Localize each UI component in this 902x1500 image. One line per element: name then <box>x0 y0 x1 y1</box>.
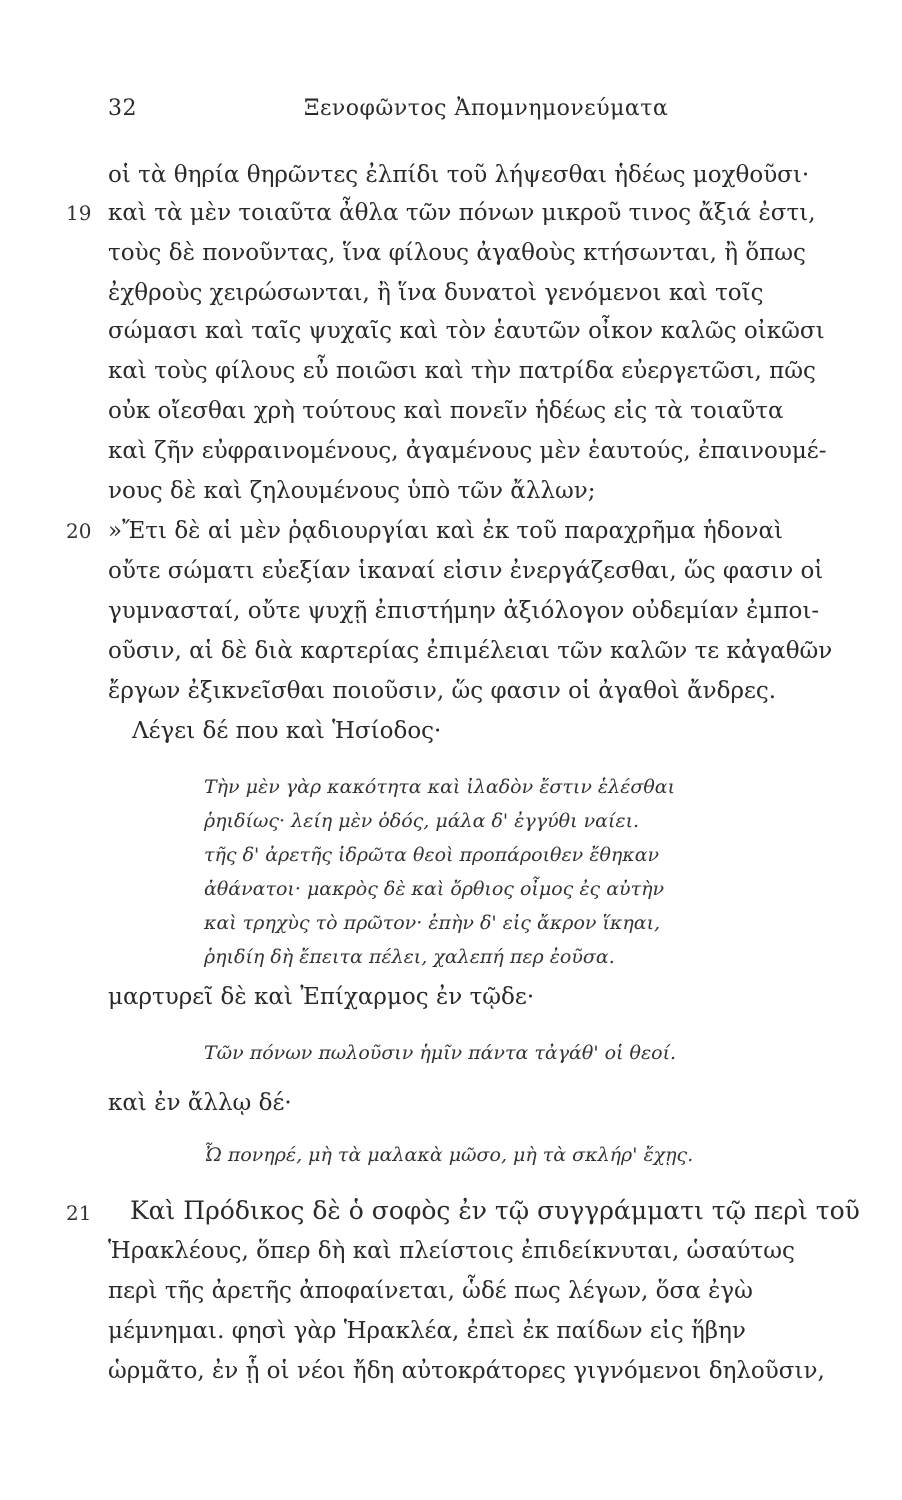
text-line: καὶ ζῆν εὐφραινομένους, ἀγαμένους μὲν ἑαυτούς, ἐπαινουμέ- <box>108 438 827 464</box>
running-title: Ξενοφῶντος Ἀπομνημονεύματα <box>304 96 669 121</box>
page-number: 32 <box>108 96 137 121</box>
text-line: οἱ τὰ θηρία θηρῶντες ἐλπίδι τοῦ λήψεσθαι ἡδέως μοχθοῦσι· <box>108 162 810 188</box>
text-line: οὔτε σώματι εὐεξίαν ἱκαναί εἰσιν ἐνεργάζεσθαι, ὥς φασιν οἱ <box>108 558 824 584</box>
text-line: »Ἔτι δὲ αἱ μὲν ῥᾳδιουργίαι καὶ ἐκ τοῦ παραχρῆμα ἡδοναὶ <box>108 518 784 544</box>
text-line: γυμνασταί, οὔτε ψυχῇ ἐπιστήμην ἀξιόλογον οὐδεμίαν ἐμποι- <box>108 598 820 624</box>
text-line: καὶ τὰ μὲν τοιαῦτα ἆθλα τῶν πόνων μικροῦ τινος ἄξιά ἐστι, <box>108 200 816 226</box>
text-line: τοὺς δὲ πονοῦντας, ἵνα φίλους ἀγαθοὺς κτήσωνται, ἢ ὅπως <box>108 240 806 266</box>
text-line: καὶ τοὺς φίλους εὖ ποιῶσι καὶ τὴν πατρίδα εὐεργετῶσι, πῶς <box>108 358 816 384</box>
verse-line: ῥηιδίη δὴ ἔπειτα πέλει, χαλεπή περ ἐοῦσα. <box>204 946 615 968</box>
text-line: Λέγει δέ που καὶ Ἡσίοδος· <box>132 718 442 744</box>
text-line: σώμασι καὶ ταῖς ψυχαῖς καὶ τὸν ἑαυτῶν οἶκον καλῶς οἰκῶσι <box>108 318 825 344</box>
text-line: ἔργων ἐξικνεῖσθαι ποιοῦσιν, ὥς φασιν οἱ ἀγαθοὶ ἄνδρες. <box>108 678 777 704</box>
page-header <box>108 96 828 132</box>
text-line: οὐκ οἴεσθαι χρὴ τούτους καὶ πονεῖν ἡδέως εἰς τὰ τοιαῦτα <box>108 398 784 424</box>
text-line: μαρτυρεῖ δὲ καὶ Ἐπίχαρμος ἐν τῷδε· <box>108 984 535 1010</box>
text-line: ὡρμᾶτο, ἐν ᾗ οἱ νέοι ἤδη αὐτοκράτορες γιγνόμενοι δηλοῦσιν, <box>108 1358 825 1384</box>
section-number-20: 20 <box>66 519 92 543</box>
verse-line: καὶ τρηχὺς τὸ πρῶτον· ἐπὴν δ' εἰς ἄκρον ἵκηαι, <box>204 912 661 934</box>
verse-line: Τὴν μὲν γὰρ κακότητα καὶ ἰλαδὸν ἔστιν ἑλέσθαι <box>204 776 676 798</box>
text-line: περὶ τῆς ἀρετῆς ἀποφαίνεται, ὧδέ πως λέγων, ὅσα ἐγὼ <box>108 1278 753 1304</box>
section-number-21: 21 <box>66 1201 92 1225</box>
verse-line: Τῶν πόνων πωλοῦσιν ἡμῖν πάντα τἀγάθ' οἱ θεοί. <box>204 1042 677 1064</box>
verse-line: ῥηιδίως· λείη μὲν ὁδός, μάλα δ' ἐγγύθι ναίει. <box>204 810 640 832</box>
text-line: νους δὲ καὶ ζηλουμένους ὑπὸ τῶν ἄλλων; <box>108 478 596 504</box>
text-line: ἐχθροὺς χειρώσωνται, ἢ ἵνα δυνατοὶ γενόμενοι καὶ τοῖς <box>108 280 764 306</box>
section-number-19: 19 <box>66 201 92 225</box>
verse-line: τῆς δ' ἀρετῆς ἱδρῶτα θεοὶ προπάροιθεν ἔθηκαν <box>204 844 660 866</box>
verse-line: Ὦ πονηρέ, μὴ τὰ μαλακὰ μῶσο, μὴ τὰ σκλήρ' ἔχῃς. <box>204 1144 694 1166</box>
text-line: μέμνημαι. φησὶ γὰρ Ἡρακλέα, ἐπεὶ ἐκ παίδων εἰς ἥβην <box>108 1318 746 1344</box>
text-line: καὶ ἐν ἄλλῳ δέ· <box>108 1090 292 1116</box>
verse-line: ἀθάνατοι· μακρὸς δὲ καὶ ὄρθιος οἶμος ἐς αὐτὴν <box>204 878 665 900</box>
text-line: Ἡρακλέους, ὅπερ δὴ καὶ πλείστοις ἐπιδείκνυται, ὡσαύτως <box>108 1238 795 1264</box>
text-line: οῦσιν, αἱ δὲ διὰ καρτερίας ἐπιμέλειαι τῶν καλῶν τε κἀγαθῶν <box>108 638 833 664</box>
text-line: Καὶ Πρόδικος δὲ ὁ σοφὸς ἐν τῷ συγγράμματι τῷ περὶ τοῦ <box>130 1196 860 1225</box>
